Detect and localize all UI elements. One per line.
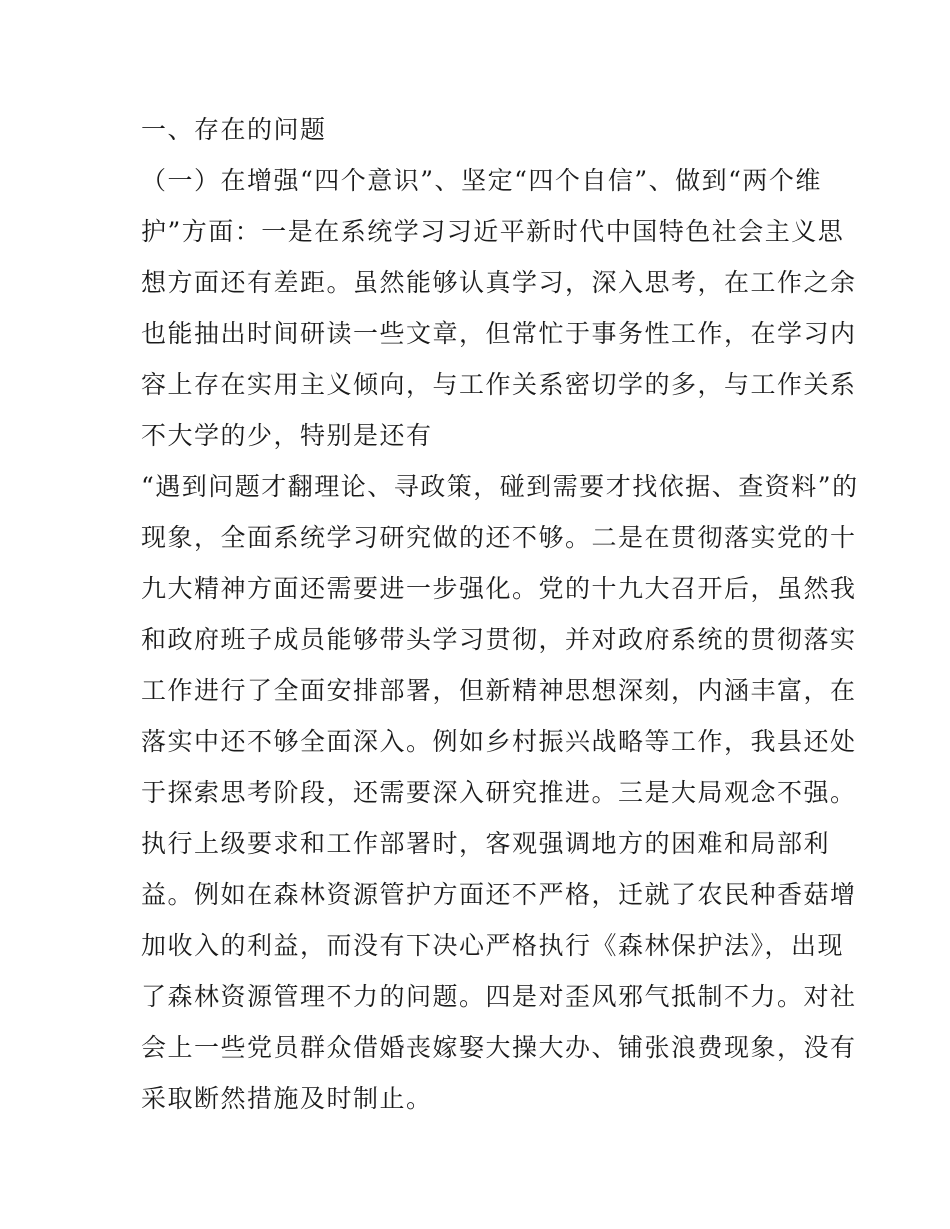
text-line: 不大学的少，特别是还有 [141,421,433,450]
text-line: 采取断然措施及时制止。 [141,1084,433,1113]
text-line: 落实中还不够全面深入。例如乡村振兴战略等工作，我县还处 [141,727,857,756]
text-line: 护”方面：一是在系统学习习近平新时代中国特色社会主义思 [141,217,845,246]
text-line: 执行上级要求和工作部署时，客观强调地方的困难和局部利 [141,829,831,858]
text-line: 和政府班子成员能够带头学习贯彻，并对政府系统的贯彻落实 [141,625,857,654]
text-line: 现象，全面系统学习研究做的还不够。二是在贯彻落实党的十 [141,523,857,552]
text-line: 九大精神方面还需要进一步强化。党的十九大召开后，虽然我 [141,574,857,603]
text-line: 容上存在实用主义倾向，与工作关系密切学的多，与工作关系 [141,370,857,399]
text-line: 工作进行了全面安排部署，但新精神思想深刻，内涵丰富，在 [141,676,857,705]
text-line: 加收入的利益，而没有下决心严格执行《森林保护法》，出现 [141,931,845,960]
section-heading: 一、存在的问题 [141,115,327,144]
text-line: 会上一些党员群众借婚丧嫁娶大操大办、铺张浪费现象，没有 [141,1033,857,1062]
text-line: 了森林资源管理不力的问题。四是对歪风邪气抵制不力。对社 [141,982,857,1011]
text-line: （一）在增强“四个意识”、坚定“四个自信”、做到“两个维 [141,166,822,195]
text-line: 也能抽出时间研读一些文章，但常忙于事务性工作，在学习内 [141,319,857,348]
text-line: 于探索思考阶段，还需要深入研究推进。三是大局观念不强。 [141,778,857,807]
text-line: “遇到问题才翻理论、寻政策，碰到需要才找依据、查资料”的 [141,472,859,501]
text-line: 想方面还有差距。虽然能够认真学习，深入思考，在工作之余 [141,268,857,297]
text-line: 益。例如在森林资源管护方面还不严格，迁就了农民种香菇增 [141,880,857,909]
